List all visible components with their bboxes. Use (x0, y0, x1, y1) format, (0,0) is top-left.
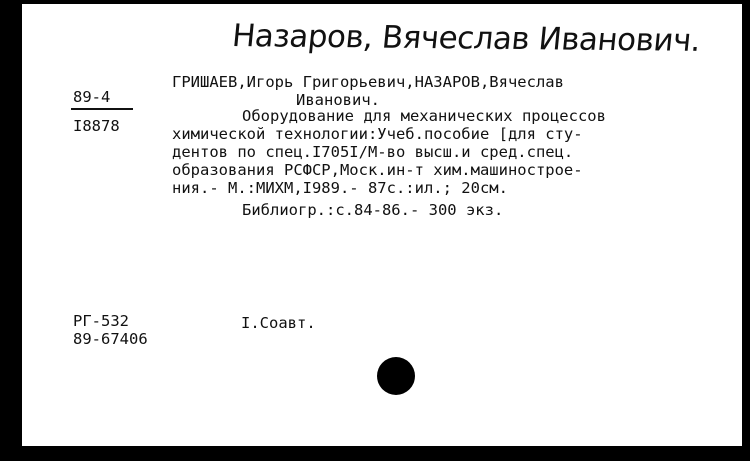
footer-code-number: 89-67406 (73, 330, 148, 348)
footer-code-rg: РГ-532 (73, 312, 129, 330)
catalog-card (22, 4, 742, 446)
description-line: химической технологии:Учеб.пособие [для сту- (172, 125, 583, 143)
heading-authors: ГРИШАЕВ,Игорь Григорьевич,НАЗАРОВ,Вячеслав (172, 73, 564, 91)
tracing-coauthor: I.Соавт. (241, 314, 316, 332)
call-number-underline (71, 108, 133, 110)
description-line: дентов по спец.I705I/М-во высш.и сред.спец. (172, 143, 574, 161)
bibliography-note: Библиогр.:с.84-86.- 300 экз. (242, 201, 504, 219)
heading-authors-continued: Иванович. (296, 91, 380, 109)
description-line: образования РСФСР,Моск.ин-т хим.машинострое- (172, 161, 583, 179)
call-number-inventory: I8878 (73, 117, 120, 135)
description-line: ния.- М.:МИХМ,I989.- 87с.:ил.; 20см. (172, 179, 508, 197)
call-number-class: 89-4 (73, 88, 111, 106)
description-line: Оборудование для механических процессов (242, 107, 606, 125)
punch-hole (377, 357, 415, 395)
handwritten-author-name: Назаров, Вячеслав Иванович. (230, 18, 703, 59)
